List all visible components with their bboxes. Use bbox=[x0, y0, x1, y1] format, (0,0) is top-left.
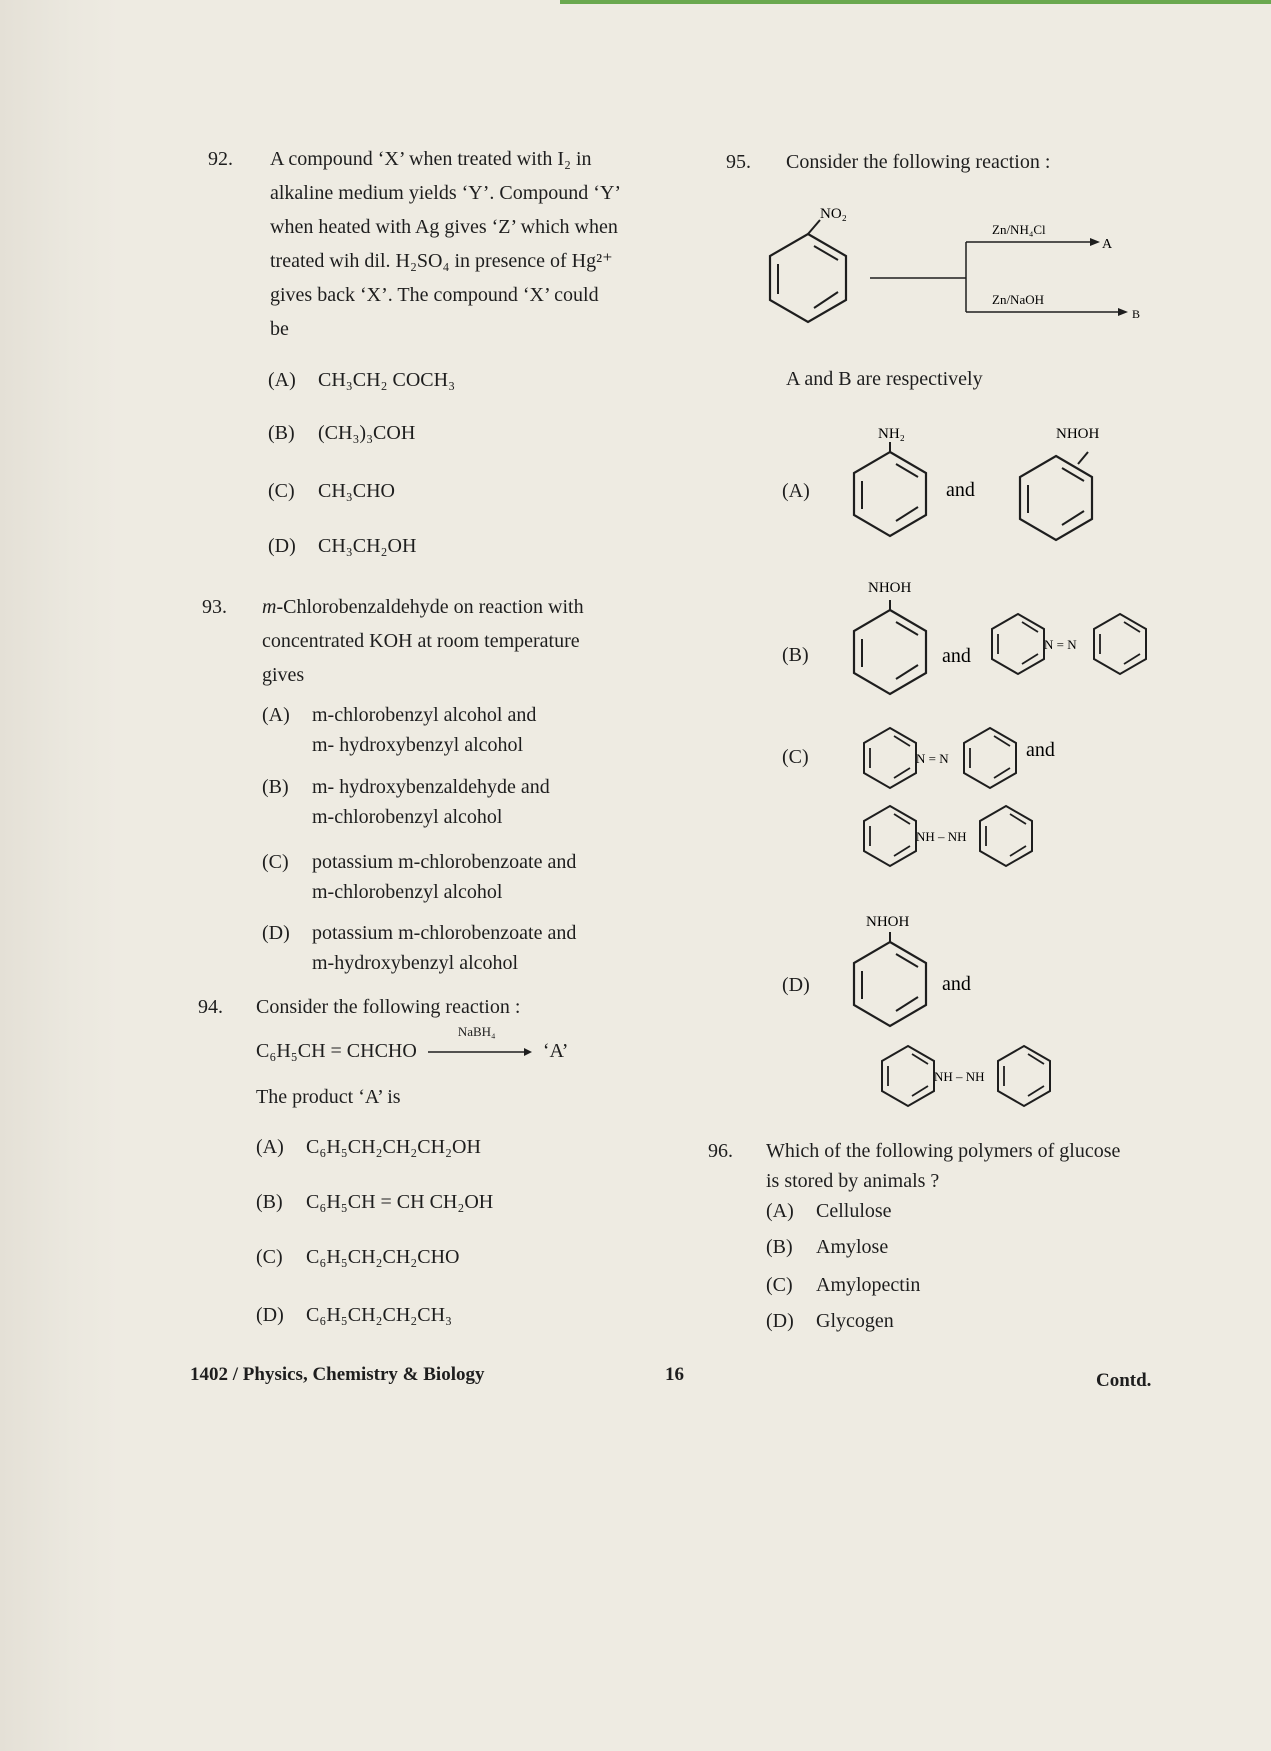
top-edge-strip bbox=[560, 0, 1271, 4]
question-95-prompt: A and B are respectively bbox=[786, 368, 983, 390]
question-line: gives back ‘X’. The compound ‘X’ could bbox=[270, 284, 599, 306]
option-95-b-structures bbox=[830, 572, 1210, 702]
question-line: concentrated KOH at room temperature bbox=[262, 630, 580, 652]
group-label: NHOH bbox=[868, 580, 912, 596]
reaction-94 bbox=[256, 1024, 569, 1063]
option-96-b[interactable]: (B) Amylose bbox=[766, 1236, 889, 1258]
joiner: and bbox=[942, 645, 971, 667]
option-92-b[interactable]: (B) (CH₃)₃COH bbox=[268, 422, 416, 444]
page-number: 16 bbox=[665, 1364, 684, 1385]
option-95-b-label[interactable]: (B) bbox=[782, 644, 809, 666]
question-line: be bbox=[270, 318, 289, 340]
question-line: -Chlorobenzaldehyde on reaction with bbox=[276, 596, 584, 618]
reactant: C₆H₅CH = CHCHO bbox=[256, 1040, 417, 1062]
product: ‘A’ bbox=[542, 1040, 569, 1062]
option-94-c[interactable]: (C) C₆H₅CH₂CH₂CHO bbox=[256, 1246, 460, 1268]
question-line: A compound ‘X’ when treated with I₂ in bbox=[270, 148, 592, 170]
link-label: N = N bbox=[916, 751, 949, 766]
question-line: gives bbox=[262, 664, 305, 686]
option-92-c[interactable]: (C) CH₃CHO bbox=[268, 480, 395, 502]
option-93-b[interactable]: (B) m- hydroxybenzaldehyde and m-chlorobenzyl alcohol bbox=[262, 776, 550, 828]
benzene-ring-icon bbox=[770, 220, 846, 322]
question-number: 94. bbox=[198, 996, 223, 1018]
question-line: Consider the following reaction : bbox=[256, 996, 521, 1018]
option-95-d-structures bbox=[830, 908, 1210, 1118]
option-92-a[interactable]: (A) CH₃CH₂ COCH₃ bbox=[268, 369, 456, 391]
question-line: Which of the following polymers of glucose bbox=[766, 1140, 1121, 1162]
question-number: 93. bbox=[202, 596, 227, 618]
product-top: A bbox=[1102, 237, 1113, 252]
paper-code: 1402 / Physics, Chemistry & Biology bbox=[190, 1364, 485, 1385]
meta-prefix: m bbox=[262, 596, 277, 618]
link-label: NH – NH bbox=[916, 829, 967, 844]
question-line: is stored by animals ? bbox=[766, 1170, 940, 1192]
joiner: and bbox=[942, 973, 971, 995]
binding-shadow bbox=[0, 0, 120, 1751]
question-line: treated wih dil. H₂SO₄ in presence of Hg²⁺ bbox=[270, 250, 613, 272]
option-94-a[interactable]: (A) C₆H₅CH₂CH₂CH₂OH bbox=[256, 1136, 481, 1158]
question-number: 96. bbox=[708, 1140, 733, 1162]
link-label: NH – NH bbox=[934, 1069, 985, 1084]
option-96-c[interactable]: (C) Amylopectin bbox=[766, 1274, 921, 1296]
reagent-top: Zn/NH₄Cl bbox=[992, 222, 1046, 237]
reagent: NaBH₄ bbox=[457, 1024, 496, 1040]
option-93-c[interactable]: (C) potassium m-chlorobenzoate and m-chlorobenzyl alcohol bbox=[262, 851, 577, 903]
joiner: and bbox=[946, 479, 975, 501]
option-96-d[interactable]: (D) Glycogen bbox=[766, 1310, 894, 1332]
reaction-95-scheme bbox=[760, 200, 1180, 350]
option-96-a[interactable]: (A) Cellulose bbox=[766, 1200, 892, 1222]
question-line: when heated with Ag gives ‘Z’ which when bbox=[270, 216, 618, 238]
option-95-a-structures bbox=[830, 424, 1190, 554]
group-label: NH₂ bbox=[878, 426, 905, 442]
question-line: Consider the following reaction : bbox=[786, 151, 1051, 173]
option-95-c-label[interactable]: (C) bbox=[782, 746, 809, 768]
product-bottom: B bbox=[1132, 307, 1141, 321]
contd-label: Contd. bbox=[1096, 1370, 1152, 1391]
option-95-a-label[interactable]: (A) bbox=[782, 480, 810, 502]
substituent-label: NO₂ bbox=[820, 206, 847, 222]
option-95-d-label[interactable]: (D) bbox=[782, 974, 810, 996]
reaction-arrow bbox=[428, 1042, 532, 1062]
joiner: and bbox=[1026, 739, 1055, 761]
reagent-bottom: Zn/NaOH bbox=[992, 292, 1044, 307]
option-94-b[interactable]: (B) C₆H₅CH = CH CH₂OH bbox=[256, 1191, 494, 1213]
option-94-d[interactable]: (D) C₆H₅CH₂CH₂CH₃ bbox=[256, 1304, 452, 1326]
option-92-d[interactable]: (D) CH₃CH₂OH bbox=[268, 535, 417, 557]
option-93-d[interactable]: (D) potassium m-chlorobenzoate and m-hydroxybenzyl alcohol bbox=[262, 922, 577, 974]
link-label: N = N bbox=[1044, 637, 1077, 652]
question-number: 95. bbox=[726, 151, 751, 173]
question-line: alkaline medium yields ‘Y’. Compound ‘Y’ bbox=[270, 182, 622, 204]
option-93-a[interactable]: (A) m-chlorobenzyl alcohol and m- hydroxybenzyl alcohol bbox=[262, 704, 537, 756]
option-95-c-structures bbox=[830, 716, 1210, 876]
question-94-prompt: The product ‘A’ is bbox=[256, 1086, 401, 1108]
question-number: 92. bbox=[208, 148, 233, 170]
group-label: NHOH bbox=[866, 914, 910, 930]
group-label: NHOH bbox=[1056, 426, 1100, 442]
